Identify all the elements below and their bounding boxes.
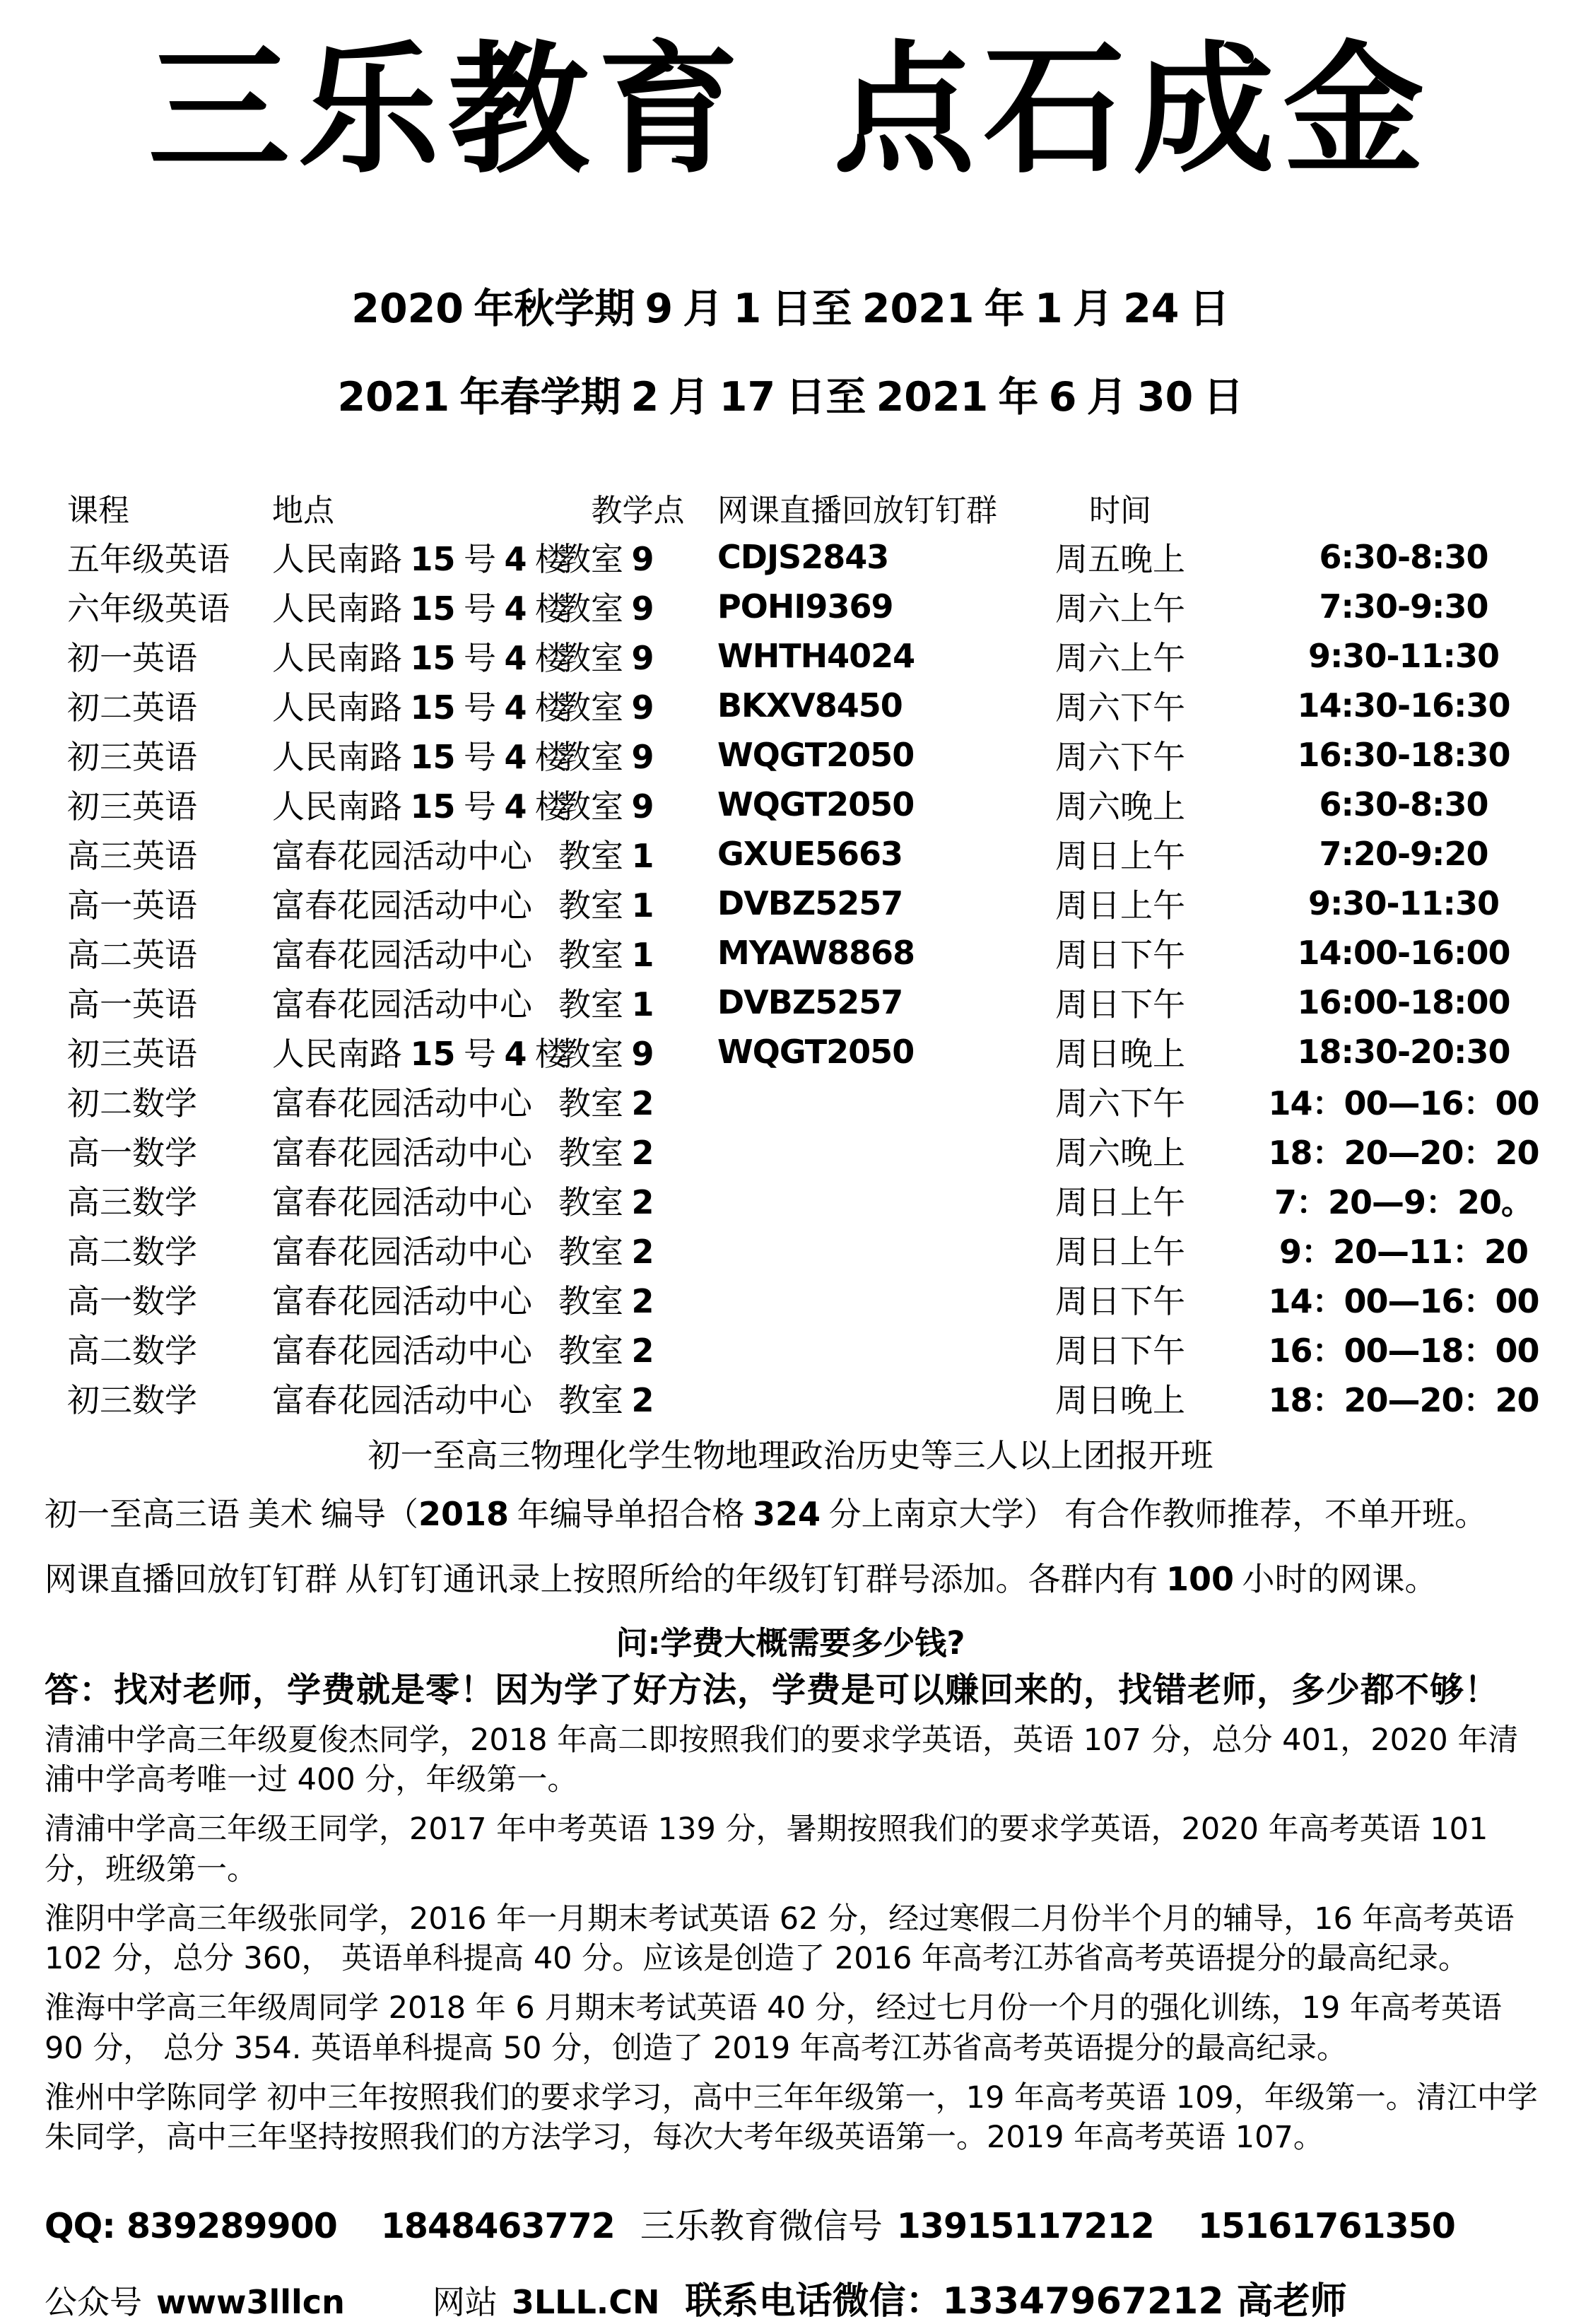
cell-location: 富春花园活动中心 [272,937,532,973]
cell-course: 初二英语 [67,690,197,726]
wechat-phone-1: 13915117212 [896,2206,1154,2247]
cell-day: 周日下午 [1055,1333,1185,1369]
cell-time: 9：20—11：20 [1279,1233,1529,1271]
cell-classroom: 教室 9 [558,1035,654,1073]
cell-location: 人民南路 15 号 4 楼 [272,589,568,628]
cell-location: 人民南路 15 号 4 楼 [272,688,568,727]
cell-classroom: 教室 9 [558,688,654,727]
header-location: 地点 [272,493,334,528]
cell-course: 高二数学 [67,1333,197,1369]
cell-classroom: 教室 1 [558,936,654,974]
cell-course: 五年级英语 [67,541,230,577]
cell-location: 人民南路 15 号 4 楼 [272,540,568,578]
cell-day: 周日上午 [1055,838,1185,874]
cell-time: 7:30-9:30 [1319,587,1488,626]
table-row [0,681,1581,730]
cell-classroom: 教室 1 [558,886,654,925]
public-account-label: 公众号 [45,2284,142,2321]
cell-group-code: GXUE5663 [717,835,903,873]
cell-location: 富春花园活动中心 [272,888,532,924]
cell-location: 人民南路 15 号 4 楼 [272,1035,568,1073]
cell-course: 高三英语 [67,838,197,874]
cell-classroom: 教室 9 [558,787,654,826]
header-classroom: 教学点 [591,493,685,528]
schedule-header-row [0,483,1581,532]
cell-time: 18：20—20：20 [1268,1381,1539,1419]
table-row [0,780,1581,829]
cell-day: 周日晚上 [1055,1036,1185,1072]
page-title: 三乐教育 点石成金 [148,27,1433,193]
cell-classroom: 教室 9 [558,540,654,578]
table-row [0,1027,1581,1076]
cell-classroom: 教室 9 [558,589,654,628]
cell-group-code: WQGT2050 [717,1033,915,1071]
table-row [0,978,1581,1027]
website-label: 网站 [432,2284,498,2321]
testimonial-1: 清浦中学高三年级夏俊杰同学，2018 年高二即按照我们的要求学英语，英语 107 分，总分 401，2020 年清浦中学高考唯一过 400 分，年级第一。 [45,1722,1519,1798]
semester-line-spring: 2021 年春学期 2 月 17 日至 2021 年 6 月 30 日 [337,374,1244,421]
cell-classroom: 教室 1 [558,985,654,1023]
cell-location: 富春花园活动中心 [272,1383,532,1419]
cell-day: 周六晚上 [1055,789,1185,825]
cell-location: 富春花园活动中心 [272,1234,532,1270]
cell-day: 周六晚上 [1055,1135,1185,1171]
cell-day: 周六下午 [1055,690,1185,726]
cell-course: 高一数学 [67,1135,197,1171]
cell-time: 16：00—18：00 [1268,1332,1539,1370]
group-class-note: 初一至高三物理化学生物地理政治历史等三人以上团报开班 [368,1438,1213,1474]
contact-phone-teacher: 联系电话微信：13347967212 高老师 [685,2280,1347,2323]
cell-time: 18：20—20：20 [1268,1134,1539,1172]
testimonial-5: 淮州中学陈同学 初中三年按照我们的要求学习，高中三年年级第一，19 年高考英语 109，年级第一。清江中学朱同学，高中三年坚持按照我们的方法学习，每次大考年级英语第一。2019 年高考英语 107。 [45,2079,1538,2156]
cell-day: 周日上午 [1055,888,1185,924]
cell-location: 富春花园活动中心 [272,1284,532,1320]
cell-group-code: CDJS2843 [717,538,889,576]
cell-location: 富春花园活动中心 [272,1135,532,1171]
cell-day: 周六下午 [1055,739,1185,775]
art-course-note: 初一至高三语 美术 编导（2018 年编导单招合格 324 分上南京大学） 有合作教师推荐，不单开班。 [45,1495,1488,1533]
cell-classroom: 教室 9 [558,639,654,677]
cell-classroom: 教室 2 [558,1183,654,1221]
cell-group-code: WQGT2050 [717,785,915,823]
cell-location: 富春花园活动中心 [272,838,532,874]
cell-day: 周日晚上 [1055,1383,1185,1419]
cell-time: 6:30-8:30 [1319,785,1488,823]
cell-course: 初一英语 [67,640,197,676]
tuition-question: 问:学费大概需要多少钱? [616,1624,965,1662]
cell-location: 富春花园活动中心 [272,1185,532,1221]
table-row [0,879,1581,928]
cell-classroom: 教室 2 [558,1134,654,1172]
testimonial-3: 淮阴中学高三年级张同学，2016 年一月期末考试英语 62 分，经过寒假二月份半个月的辅导，16 年高考英语 102 分，总分 360， 英语单科提高 40 分。应该是创造了 2016 年高考江苏省高考英语提分的最高纪录。 [45,1901,1515,1977]
table-row [0,730,1581,780]
cell-course: 高一英语 [67,888,197,924]
header-course: 课程 [67,493,129,528]
cell-location: 富春花园活动中心 [272,1086,532,1122]
table-row [0,1373,1581,1423]
public-account-value: www3lllcn [156,2283,345,2322]
cell-time: 7:20-9:20 [1319,835,1488,873]
table-row [0,1126,1581,1175]
cell-time: 16:30-18:30 [1297,736,1510,774]
table-row [0,1175,1581,1225]
cell-classroom: 教室 1 [558,837,654,875]
cell-time: 18:30-20:30 [1297,1033,1510,1071]
cell-time: 9:30-11:30 [1308,637,1499,675]
semester-line-fall: 2020 年秋学期 9 月 1 日至 2021 年 1 月 24 日 [351,286,1230,332]
cell-course: 高三数学 [67,1185,197,1221]
cell-course: 初三英语 [67,789,197,825]
header-time: 时间 [1089,493,1151,528]
wechat-phone-2: 15161761350 [1197,2206,1455,2247]
table-row [0,1076,1581,1126]
cell-classroom: 教室 2 [558,1282,654,1320]
cell-day: 周日下午 [1055,987,1185,1023]
wechat-label: 三乐教育微信号 [640,2207,883,2246]
cell-day: 周五晚上 [1055,541,1185,577]
contact-line-web [45,2271,1581,2324]
schedule-body [0,532,1581,1423]
cell-classroom: 教室 2 [558,1084,654,1122]
cell-classroom: 教室 2 [558,1233,654,1271]
cell-day: 周日下午 [1055,1284,1185,1320]
tuition-answer: 答：找对老师，学费就是零！因为学了好方法，学费是可以赚回来的，找错老师，多少都不够！ [45,1670,1500,1710]
cell-course: 初三英语 [67,739,197,775]
qq-number-2: 1848463772 [380,2206,615,2247]
cell-group-code: DVBZ5257 [717,983,903,1021]
table-row [0,928,1581,978]
cell-classroom: 教室 9 [558,738,654,776]
dingtalk-note: 网课直播回放钉钉群 从钉钉通讯录上按照所给的年级钉钉群号添加。各群内有 100 小时的网课。 [45,1559,1438,1598]
cell-time: 14：00—16：00 [1268,1282,1539,1320]
cell-day: 周六上午 [1055,591,1185,627]
testimonial-4: 淮海中学高三年级周同学 2018 年 6 月期末考试英语 40 分，经过七月份一个月的强化训练，19 年高考英语 90 分， 总分 354. 英语单科提高 50 分，创造了 2019 年高考江苏省高考英语提分的最高纪录。 [45,1990,1502,2066]
cell-day: 周六上午 [1055,640,1185,676]
cell-location: 人民南路 15 号 4 楼 [272,738,568,776]
testimonial-2: 清浦中学高三年级王同学，2017 年中考英语 139 分，暑期按照我们的要求学英语，2020 年高考英语 101 分，班级第一。 [45,1812,1488,1887]
cell-group-code: WQGT2050 [717,736,915,774]
table-row [0,1324,1581,1373]
table-row [0,829,1581,879]
cell-location: 富春花园活动中心 [272,1333,532,1369]
cell-day: 周日上午 [1055,1234,1185,1270]
cell-location: 人民南路 15 号 4 楼 [272,639,568,677]
cell-course: 高二英语 [67,937,197,973]
table-row [0,1225,1581,1274]
cell-course: 六年级英语 [67,591,230,627]
schedule-table [0,483,1581,1423]
cell-course: 初三数学 [67,1383,197,1419]
cell-location: 人民南路 15 号 4 楼 [272,787,568,826]
table-row [0,532,1581,582]
table-row [0,1274,1581,1324]
cell-group-code: WHTH4024 [717,637,915,675]
cell-group-code: POHI9369 [717,587,893,626]
cell-classroom: 教室 2 [558,1381,654,1419]
cell-day: 周六下午 [1055,1086,1185,1122]
cell-time: 14:30-16:30 [1297,686,1510,724]
cell-group-code: BKXV8450 [717,686,903,724]
cell-time: 14:00-16:00 [1297,934,1510,972]
cell-day: 周日下午 [1055,937,1185,973]
cell-location: 富春花园活动中心 [272,987,532,1023]
cell-course: 初三英语 [67,1036,197,1072]
website-value: 3LLL.CN [511,2283,660,2322]
qq-number-1: QQ: 839289900 [45,2206,337,2247]
cell-course: 初二数学 [67,1086,197,1122]
table-row [0,582,1581,631]
cell-time: 6:30-8:30 [1319,538,1488,576]
header-dingtalk-group: 网课直播回放钉钉群 [717,493,997,528]
cell-group-code: MYAW8868 [717,934,915,972]
contact-line-qq [45,2199,1581,2248]
cell-day: 周日上午 [1055,1185,1185,1221]
cell-course: 高二数学 [67,1234,197,1270]
cell-course: 高一数学 [67,1284,197,1320]
cell-group-code: DVBZ5257 [717,884,903,922]
cell-time: 14：00—16：00 [1268,1084,1539,1122]
cell-time: 7：20—9：20。 [1274,1183,1534,1221]
cell-time: 9:30-11:30 [1308,884,1499,922]
cell-classroom: 教室 2 [558,1332,654,1370]
cell-time: 16:00-18:00 [1297,983,1510,1021]
table-row [0,631,1581,681]
cell-course: 高一英语 [67,987,197,1023]
